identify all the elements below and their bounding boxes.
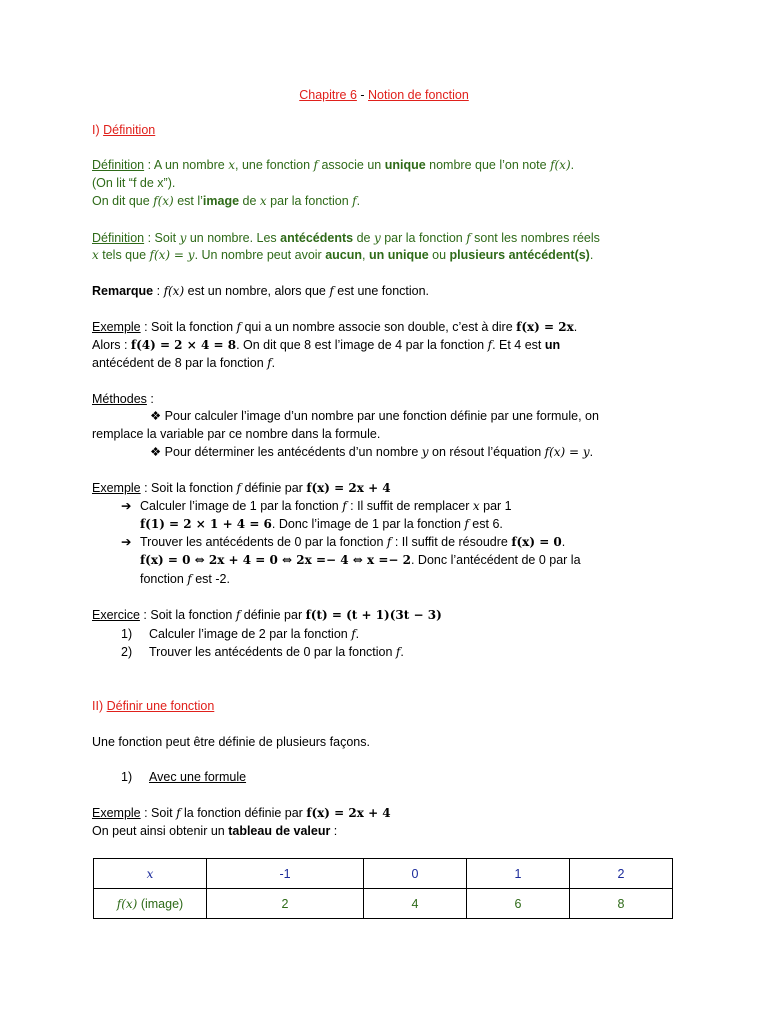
math-y: y — [421, 445, 429, 459]
math-y: y — [179, 231, 187, 245]
bold-un-unique: un unique — [368, 248, 429, 262]
subsection-title: Avec une formule — [149, 770, 247, 784]
table-row — [94, 889, 673, 919]
section-1-heading — [92, 122, 155, 139]
text: de — [239, 194, 260, 208]
example-2-step-2-conclusion — [140, 571, 230, 588]
section-2-title: Définir une fonction — [106, 699, 215, 713]
text: (image) — [137, 896, 184, 911]
example-3-line-1 — [92, 805, 391, 822]
bold-tableau: tableau de valeur — [228, 824, 331, 838]
arrow-icon: ➔ — [121, 499, 132, 513]
bold-un: un — [544, 338, 561, 352]
title-separator: - — [356, 88, 369, 102]
text: , une fonction — [235, 158, 314, 172]
text: nombre que l’on note — [425, 158, 551, 172]
text: par la fonction — [380, 231, 467, 245]
table-cell: 8 — [569, 889, 672, 919]
table-cell: 0 — [364, 859, 467, 889]
bold-plusieurs: plusieurs antécédent(s) — [449, 248, 590, 262]
math-f: f — [464, 517, 469, 531]
text: : Il suffit de résoudre — [391, 535, 512, 549]
definition-1-line-3 — [92, 193, 360, 210]
text: la fonction définie par — [180, 806, 307, 820]
definition-label: Définition — [92, 158, 145, 172]
text: : Soit — [144, 231, 180, 245]
text: est 6. — [468, 517, 503, 531]
text: ou — [428, 248, 450, 262]
chapter-number: Chapitre 6 — [299, 88, 357, 102]
example-label: Exemple — [92, 806, 141, 820]
math-equation: f(1) = 2 × 1 + 4 = 6 — [140, 517, 272, 531]
text: Trouver les antécédents de 0 par la fonction — [149, 645, 396, 659]
table-header-cell — [94, 859, 207, 889]
text: ❖ Pour déterminer les antécédents d’un nombre — [150, 445, 422, 459]
text: antécédent de 8 par la fonction — [92, 356, 268, 370]
table-cell: 2 — [569, 859, 672, 889]
math-equation: f(x) = 2x — [516, 320, 574, 334]
text: Calculer l’image de 1 par la fonction — [140, 499, 343, 513]
exercice-question-2 — [121, 644, 404, 661]
text: : Soit la fonction — [140, 481, 237, 495]
math-fx: f(x) — [116, 896, 138, 911]
math-f: f — [267, 356, 272, 370]
text: associe un — [317, 158, 385, 172]
text: . On dit que 8 est l’image de 4 par la fonction — [236, 338, 488, 352]
text: . Et 4 est — [492, 338, 545, 352]
text: . — [589, 445, 594, 459]
table-cell: 2 — [207, 889, 364, 919]
text: : — [146, 392, 154, 406]
math-equation: f(x) = 2x + 4 — [306, 481, 391, 495]
text: . Un nombre peut avoir — [194, 248, 326, 262]
example-2-step-1-result — [140, 516, 503, 533]
math-f: f — [187, 572, 192, 586]
text: . Donc l’antécédent de 0 par la — [410, 553, 581, 567]
math-f: f — [487, 338, 493, 352]
table-cell: -1 — [207, 859, 364, 889]
table-header-cell — [94, 889, 207, 919]
text: est un nombre, alors que — [184, 284, 330, 298]
text: on résout l’équation — [428, 445, 545, 459]
text: : Il suffit de remplacer — [346, 499, 473, 513]
example-2-step-2-solve — [140, 552, 581, 569]
math-f: f — [466, 231, 471, 245]
text: Alors : — [92, 338, 131, 352]
table-cell: 1 — [467, 859, 570, 889]
definition-1-line-1 — [92, 157, 574, 174]
math-equation: f(x) = y — [544, 445, 590, 459]
question-number: 2) — [121, 645, 133, 659]
example-3-line-2 — [92, 823, 337, 840]
math-fx: f(x) — [550, 158, 571, 172]
example-label: Exemple — [92, 320, 141, 334]
example-1-line-1 — [92, 319, 577, 336]
math-fx: f(x) — [153, 194, 174, 208]
arrow-icon: ➔ — [121, 535, 132, 549]
exercice-label: Exercice — [92, 608, 140, 622]
remarque — [92, 283, 429, 300]
math-f: f — [236, 481, 241, 495]
section-1-number: I) — [92, 123, 104, 137]
text: Calculer l’image de 2 par la fonction — [149, 627, 352, 641]
table-row — [94, 859, 673, 889]
exercice-question-1 — [121, 626, 359, 643]
values-table — [93, 858, 673, 919]
table-cell: 4 — [364, 889, 467, 919]
definition-2-line-1 — [92, 230, 600, 247]
math-f: f — [395, 645, 401, 659]
methodes-label: Méthodes — [92, 392, 147, 406]
math-x: x — [228, 158, 235, 172]
definition-1-line-2: (On lit “f de x”). — [92, 176, 176, 190]
text: . — [355, 627, 360, 641]
math-f: f — [313, 158, 318, 172]
bold-unique: unique — [384, 158, 426, 172]
text: . — [570, 158, 575, 172]
math-fx: f(x) — [163, 284, 185, 298]
text: est l’ — [173, 194, 203, 208]
math-equation: f(x) = 0 ⇔ 2x + 4 = 0 ⇔ 2x =− 4 ⇔ x =− 2 — [140, 553, 411, 567]
example-label: Exemple — [92, 481, 141, 495]
math-f: f — [342, 499, 347, 513]
text: . — [356, 194, 361, 208]
math-equation: f(x) = 2x + 4 — [306, 806, 391, 820]
text: de — [353, 231, 374, 245]
math-x: x — [146, 866, 154, 881]
math-f: f — [351, 627, 356, 641]
math-f: f — [352, 194, 357, 208]
text: : Soit la fonction — [139, 608, 236, 622]
text: est -2. — [191, 572, 230, 586]
math-x: x — [472, 499, 480, 513]
example-1-line-3 — [92, 355, 275, 372]
text: par 1 — [479, 499, 512, 513]
text: sont les nombres réels — [470, 231, 600, 245]
section-2-number: II) — [92, 699, 107, 713]
math-y: y — [373, 231, 381, 245]
text: est une fonction. — [333, 284, 430, 298]
math-equation: f(x) = y — [149, 248, 195, 262]
text: un nombre. Les — [186, 231, 281, 245]
text: : — [153, 284, 164, 298]
example-1-line-2 — [92, 337, 560, 354]
section-1-title: Définition — [103, 123, 156, 137]
exercice-statement — [92, 607, 442, 624]
math-equation: f(x) = 0 — [511, 535, 562, 549]
text: Trouver les antécédents de 0 par la fonction — [140, 535, 387, 549]
example-2-step-1 — [121, 498, 512, 515]
text: On dit que — [92, 194, 154, 208]
math-f: f — [176, 806, 181, 820]
text: , — [362, 248, 369, 262]
math-equation: f(t) = (t + 1)(3t − 3) — [305, 608, 442, 622]
text: définie par — [240, 481, 307, 495]
subsection-number: 1) — [121, 770, 133, 784]
methode-bullet-1-continued: remplace la variable par ce nombre dans la formule. — [92, 427, 381, 441]
text: : A un nombre — [144, 158, 229, 172]
text: . — [271, 356, 276, 370]
bold-antecedents: antécédents — [280, 231, 354, 245]
page-title — [0, 87, 768, 104]
definition-2-line-2 — [92, 247, 593, 264]
methode-bullet-1: ❖ Pour calculer l’image d’un nombre par une fonction définie par une formule, on — [150, 409, 599, 423]
text: . — [400, 645, 404, 659]
text: . Donc l’image de 1 par la fonction — [271, 517, 465, 531]
text: On peut ainsi obtenir un — [92, 824, 229, 838]
text: . — [589, 248, 594, 262]
text: : Soit la fonction — [140, 320, 237, 334]
math-f: f — [236, 320, 241, 334]
bold-aucun: aucun — [325, 248, 362, 262]
text: : Soit — [140, 806, 177, 820]
math-x: x — [92, 248, 99, 262]
math-equation: f(4) = 2 × 4 = 8 — [130, 338, 237, 352]
text: qui a un nombre associe son double, c’est à dire — [240, 320, 517, 334]
text: . — [561, 535, 566, 549]
example-2-step-2 — [121, 534, 565, 551]
math-x: x — [259, 194, 267, 208]
definition-label: Définition — [92, 231, 145, 245]
methode-bullet-2 — [150, 444, 593, 461]
example-2-line-1 — [92, 480, 391, 497]
section-2-heading — [92, 698, 214, 715]
math-f: f — [386, 535, 392, 549]
table-cell: 6 — [467, 889, 570, 919]
methodes-heading — [92, 391, 154, 408]
bold-image: image — [202, 194, 240, 208]
chapter-name: Notion de fonction — [368, 88, 469, 102]
question-number: 1) — [121, 627, 133, 641]
text: fonction — [140, 572, 188, 586]
math-f: f — [235, 608, 241, 622]
section-2-intro: Une fonction peut être définie de plusieurs façons. — [92, 735, 370, 749]
text: : — [330, 824, 338, 838]
text: . — [573, 320, 578, 334]
subsection-1-heading — [121, 769, 246, 786]
text: par la fonction — [266, 194, 353, 208]
text: définie par — [240, 608, 306, 622]
math-f: f — [329, 284, 334, 298]
remarque-label: Remarque — [92, 284, 154, 298]
text: tels que — [98, 248, 150, 262]
